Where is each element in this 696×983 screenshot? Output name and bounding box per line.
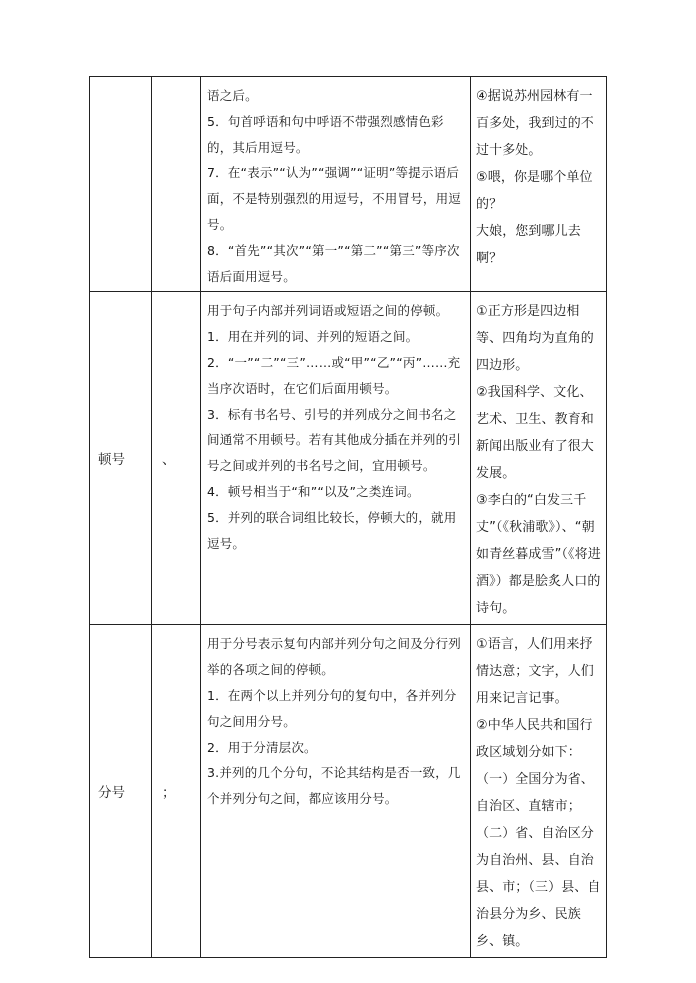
mark-cell	[152, 292, 201, 625]
usage-line: 1．在两个以上并列分句的复句中，各并列分句之间用分号。	[207, 687, 457, 729]
mark-cell	[152, 77, 201, 292]
name-cell	[90, 625, 152, 958]
punctuation-name: 顿号	[98, 452, 125, 469]
example-cell	[471, 292, 607, 625]
usage-line: 2．用于分清层次。	[207, 739, 317, 755]
punctuation-mark: ；	[162, 785, 176, 802]
example-line: ②中华人民共和国行政区域划分如下：（一）全国分为省、自治区、直辖市；（二）省、自治区分为自治州、县、自治县、市；（三）县、自治县分为乡、民族乡、镇。	[476, 718, 601, 950]
usage-line: 1．用在并列的词、并列的短语之间。	[207, 329, 419, 345]
example-line: ①正方形是四边相等、四角均为直角的四边形。	[476, 304, 594, 374]
usage-line: 5．句首呼语和句中呼语不带强烈感情色彩的，其后用逗号。	[207, 113, 444, 155]
usage-cell	[201, 292, 471, 625]
usage-line: 用于句子内部并列词语或短语之间的停顿。	[207, 303, 449, 319]
usage-line: 2．“一”“二”“三”……或“甲”“乙”“丙”……充当序次语时，在它们后面用顿号。	[207, 354, 461, 396]
punctuation-mark: 、	[162, 452, 176, 469]
usage-cell	[201, 77, 471, 292]
table-row	[90, 625, 607, 958]
example-line: ④据说苏州园林有一百多处，我到过的不过十多处。	[476, 89, 594, 158]
punctuation-table	[89, 76, 607, 958]
usage-line: 7．在“表示”“认为”“强调”“证明”等提示语后面，不是特别强烈的用逗号，不用冒号，用逗号。	[207, 165, 462, 232]
example-line: ③李白的“白发三千丈”（《秋浦歌》）、“朝如青丝暮成雪”（《将进酒》）都是脍炙人口的诗句。	[476, 493, 601, 617]
name-cell	[90, 77, 152, 292]
usage-line: 5．并列的联合词组比较长，停顿大的，就用逗号。	[207, 509, 457, 551]
punctuation-name: 分号	[98, 785, 125, 802]
mark-cell	[152, 625, 201, 958]
example-line: ②我国科学、文化、艺术、卫生、教育和新闻出版业有了很大发展。	[476, 385, 594, 482]
usage-line: 3．标有书名号、引号的并列成分之间书名之间通常不用顿号。若有其他成分插在并列的引号之间或并列的书名号之间，宜用顿号。	[207, 406, 462, 474]
usage-line: 语之后。	[207, 88, 258, 103]
table-row	[90, 292, 607, 625]
usage-cell	[201, 625, 471, 958]
example-cell	[471, 77, 607, 292]
example-line: 大娘，您到哪儿去啊？	[476, 224, 581, 266]
name-cell	[90, 292, 152, 625]
example-line: ⑤喂，你是哪个单位的？	[476, 170, 593, 212]
usage-line: 3.并列的几个分句，不论其结构是否一致，几个并列分句之间，都应该用分号。	[207, 765, 461, 807]
example-cell	[471, 625, 607, 958]
usage-line: 4．顿号相当于“和”“以及”之类连词。	[207, 483, 420, 499]
usage-line: 用于分号表示复句内部并列分句之间及分行列举的各项之间的停顿。	[207, 636, 462, 678]
table-row	[90, 77, 607, 292]
usage-line: 8．“首先”“其次”“第一”“第二”“第三”等序次语后面用逗号。	[207, 242, 460, 284]
example-line: ①语言，人们用来抒情达意；文字，人们用来记言记事。	[476, 637, 594, 707]
